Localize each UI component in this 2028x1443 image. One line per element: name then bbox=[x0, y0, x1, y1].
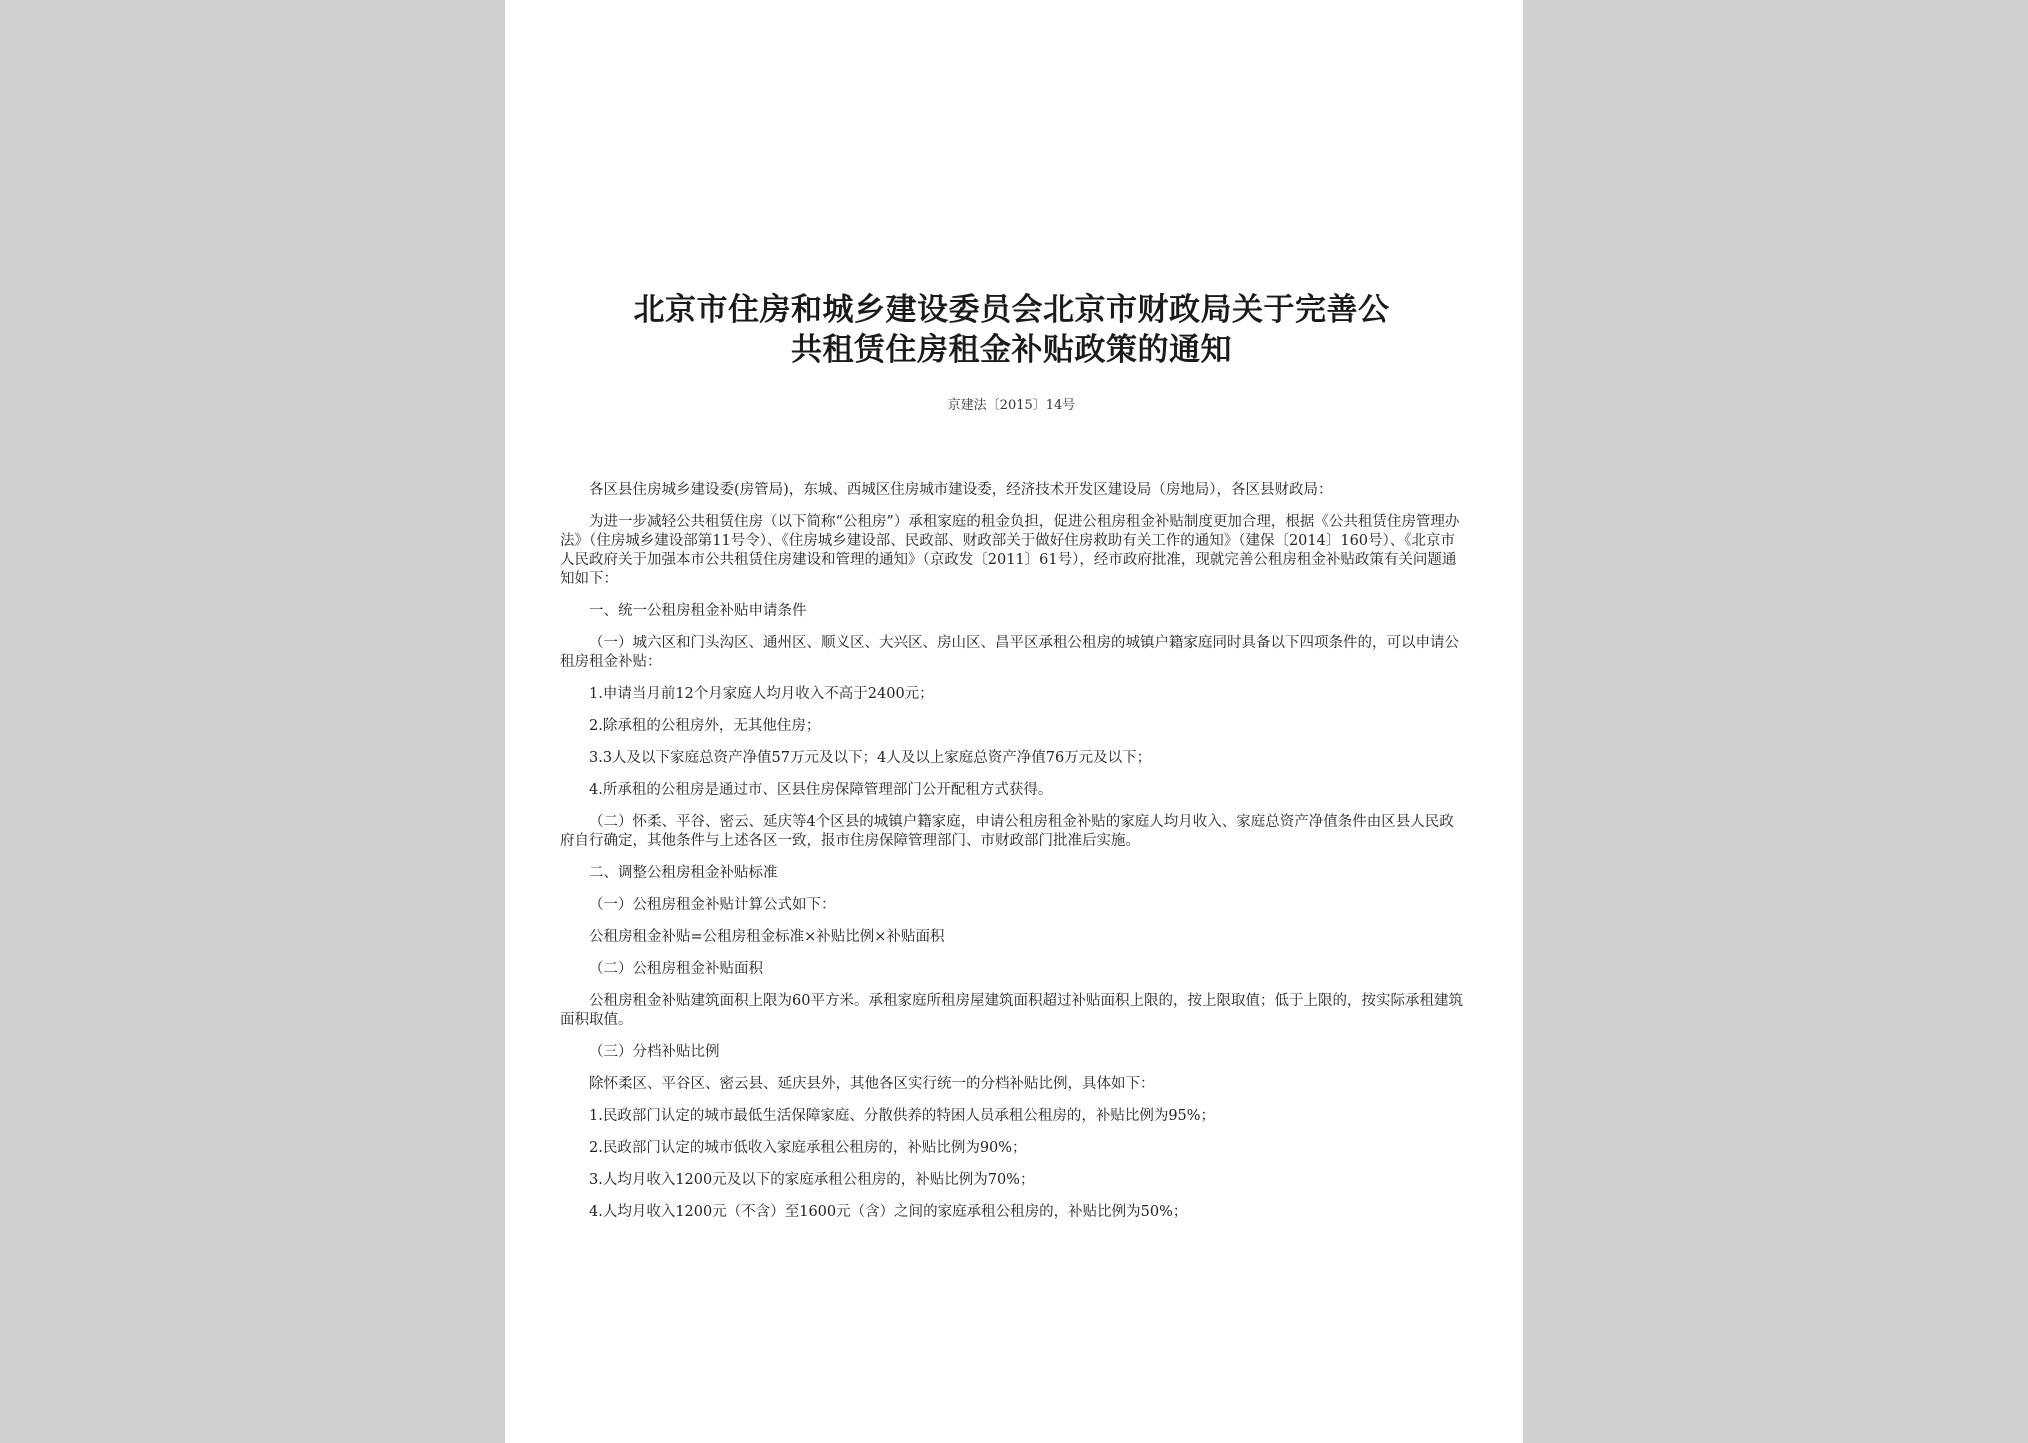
paragraph: 2.民政部门认定的城市低收入家庭承租公租房的，补贴比例为90%； bbox=[589, 1140, 1027, 1156]
paragraph: 2.除承租的公租房外，无其他住房； bbox=[589, 718, 821, 734]
section-heading-1: 一、统一公租房租金补贴申请条件 bbox=[589, 603, 807, 619]
title-line-2: 共租赁住房租金补贴政策的通知 bbox=[791, 332, 1232, 368]
paragraph: （三）分档补贴比例 bbox=[589, 1044, 720, 1060]
paragraph: 4.所承租的公租房是通过市、区县住房保障管理部门公开配租方式获得。 bbox=[589, 782, 1053, 798]
document-body bbox=[560, 481, 1463, 1222]
paragraph: 公租房租金补贴建筑面积上限为60平方米。承租家庭所租房屋建筑面积超过补贴面积上限的，按上限取值；低于上限的，按实际承租建筑面积取值。 bbox=[560, 993, 1463, 1028]
document-page bbox=[505, 0, 1523, 1443]
paragraph: （二）公租房租金补贴面积 bbox=[589, 961, 763, 977]
section-heading-2: 二、调整公租房租金补贴标准 bbox=[589, 865, 778, 881]
document-number: 京建法〔2015〕14号 bbox=[947, 398, 1076, 413]
paragraph-addressees: 各区县住房城乡建设委(房管局)，东城、西城区住房城市建设委，经济技术开发区建设局（房地局），各区县财政局： bbox=[589, 482, 1333, 498]
paragraph: （一）城六区和门头沟区、通州区、顺义区、大兴区、房山区、昌平区承租公租房的城镇户籍家庭同时具备以下四项条件的，可以申请公租房租金补贴： bbox=[560, 635, 1459, 670]
paragraph: 3.3人及以下家庭总资产净值57万元及以下；4人及以上家庭总资产净值76万元及以下； bbox=[589, 750, 1152, 766]
paragraph: （一）公租房租金补贴计算公式如下： bbox=[589, 897, 836, 913]
formula: 公租房租金补贴=公租房租金标准×补贴比例×补贴面积 bbox=[589, 929, 945, 945]
paragraph-preamble: 为进一步减轻公共租赁住房（以下简称“公租房”）承租家庭的租金负担，促进公租房租金补贴制度更加合理，根据《公共租赁住房管理办法》（住房城乡建设部第11号令）、《住房城乡建设部、民政部、财政部关于做好住房救助有关工作的通知》（建保〔2014〕160号）、《北京市人民政府关于加强本市公共租赁住房建设和管理的通知》（京政发〔2011〕61号），经市政府批准，现就完善公租房租金补贴政策有关问题通知如下： bbox=[560, 514, 1460, 587]
paragraph: 4.人均月收入1200元（不含）至1600元（含）之间的家庭承租公租房的，补贴比例为50%； bbox=[589, 1204, 1188, 1220]
paragraph: 3.人均月收入1200元及以下的家庭承租公租房的，补贴比例为70%； bbox=[589, 1172, 1035, 1188]
paragraph: 1.申请当月前12个月家庭人均月收入不高于2400元； bbox=[589, 686, 934, 702]
paragraph: （二）怀柔、平谷、密云、延庆等4个区县的城镇户籍家庭，申请公租房租金补贴的家庭人均月收入、家庭总资产净值条件由区县人民政府自行确定，其他条件与上述各区一致，报市住房保障管理部门、市财政部门批准后实施。 bbox=[560, 814, 1454, 849]
title-line-1: 北京市住房和城乡建设委员会北京市财政局关于完善公 bbox=[633, 292, 1390, 328]
document-title bbox=[560, 290, 1463, 370]
paragraph: 除怀柔区、平谷区、密云县、延庆县外，其他各区实行统一的分档补贴比例，具体如下： bbox=[589, 1076, 1155, 1092]
paragraph: 1.民政部门认定的城市最低生活保障家庭、分散供养的特困人员承租公租房的，补贴比例为95%； bbox=[589, 1108, 1216, 1124]
